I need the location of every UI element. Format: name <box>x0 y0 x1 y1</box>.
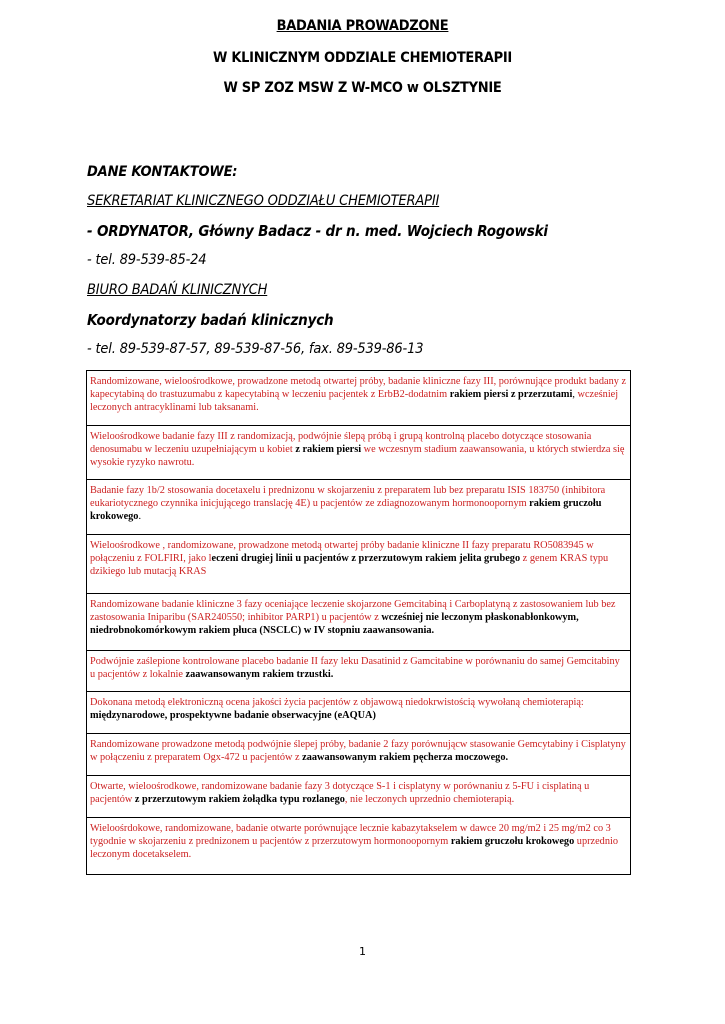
study-description <box>87 480 631 535</box>
study-text: , nie leczonych uprzednio chemioterapią. <box>344 793 515 805</box>
study-text: Wieloośrodkowe , randomizowane, prowadzone metodą otwartej próby badanie kliniczne II fazy preparatu RO5083945 w połączeniu z FOLFIRI, jako l <box>90 540 594 565</box>
study-row <box>87 480 631 535</box>
study-description <box>87 817 631 874</box>
study-text: Otwarte, wieloośrodkowe, randomizowane badanie fazy 3 dotyczące S-1 i cisplatyny w porównaniu z 5-FU i cisplatiną u pacjentów <box>90 781 590 805</box>
study-row <box>87 776 631 818</box>
secretariat-label: SEKRETARIAT KLINICZNEGO ODDZIAŁU CHEMIOTERAPII <box>87 193 440 209</box>
study-text: Randomizowane badanie kliniczne 3 fazy oceniające leczenie skojarzone Gemcitabiną i Carboplatyną z zastosowaniem lub bez zastosowania Iniparibu (SAR240550; inhibitor PARP1) u pacjentów z <box>90 598 616 623</box>
study-description <box>87 734 631 776</box>
study-text: . <box>138 511 142 523</box>
study-text: Badanie fazy 1b/2 stosowania docetaxelu i prednizonu w skojarzeniu z preparatem lub bez preparatu ISIS 183750 (inhibitora eukariotycznego czynnika inicjującego translację 4E) u pacjentów ze zdiagnozowanym hormonoopornym <box>90 485 606 510</box>
study-highlight-text: rakiem piersi z przerzutami <box>449 388 573 400</box>
study-text: Podwójnie zaślepione kontrolowane placebo badanie II fazy leku Dasatinid z Gamcitabine w porównaniu do samej Gemcitabiny u pacjentów z lokalnie <box>90 655 620 680</box>
clinical-trials-office-label: BIURO BADAŃ KLINICZNYCH <box>87 282 268 298</box>
study-highlight-text: z przerzutowym rakiem żołądka typu rozlanego <box>134 793 345 805</box>
study-row <box>87 535 631 594</box>
phone-line-1: - tel. 89-539-85-24 <box>87 252 207 268</box>
study-text: Randomizowane prowadzone metodą podwójnie ślepej próby, badanie 2 fazy porównującw stasowanie Gemcytabiny i Cisplatyny w połączeniu z preparatem Ogx-472 u pacjentów z <box>90 739 626 764</box>
study-text: wcześniej leczonych antracyklinami lub taksanami. <box>90 388 619 413</box>
study-highlight-text: międzynarodowe, prospektywne badanie obserwacyjne (eAQUA) <box>90 710 376 722</box>
page-number: 1 <box>359 945 366 958</box>
study-text: Wieloośrodkowe badanie fazy III z randomizacją, podwójnie ślepą próbą i grupą kontrolną placebo dotyczące stosowania denosumabu w leczeniu uzupełniającym u kobiet <box>90 430 592 455</box>
study-text: Wieloośrdokowe, randomizowane, badanie otwarte porównujące lecznie kabazytakselem w dawce 20 mg/m2 i 25 mg/m2 co 3 tygodnie w skojarzeniu z prednizonem u pacjentów z przerzutowym hormonoopornym <box>90 822 611 847</box>
study-highlight-text: z rakiem piersi <box>295 443 362 455</box>
study-highlight-text: eczeni drugiej linii u pacjentów z przerzutowym rakiem jelita grubego <box>211 553 521 565</box>
study-row <box>87 817 631 874</box>
study-text: z genem KRAS typu dzikiego lub mutacją KRAS <box>90 553 609 577</box>
coordinators-heading: Koordynatorzy badań klinicznych <box>87 311 334 329</box>
study-highlight-text: rakiem gruczołu krokowego <box>90 498 602 523</box>
study-row <box>87 650 631 692</box>
study-text: Randomizowane, wieloośrodkowe, prowadzone metodą otwartej próby, badanie kliniczne fazy III, porównujące produkt badany z kapecytabiną do trastuzumabu z kapecytabiną w leczeniu pacjentek z ErbB2-dodatnim <box>90 376 627 400</box>
title-line-1: BADANIA PROWADZONE <box>276 18 449 34</box>
study-row <box>87 371 631 426</box>
study-description <box>87 593 631 650</box>
study-highlight-text: zaawansowanym rakiem pęcherza moczowego. <box>302 752 509 764</box>
phone-fax-line: - tel. 89-539-87-57, 89-539-87-56, fax. 89-539-86-13 <box>87 341 424 357</box>
study-description <box>87 692 631 734</box>
study-description <box>87 650 631 692</box>
study-text: we wczesnym stadium zaawansowania, u których stwierdza się wysokie ryzyko nawrotu. <box>90 443 625 468</box>
study-description <box>87 776 631 818</box>
study-description <box>87 371 631 426</box>
study-text: , <box>572 388 578 400</box>
study-description <box>87 425 631 480</box>
study-description <box>87 535 631 594</box>
study-row <box>87 692 631 734</box>
ordynator-line: - ORDYNATOR, Główny Badacz - dr n. med. Wojciech Rogowski <box>87 222 548 240</box>
studies-table <box>86 370 631 875</box>
title-line-2: W KLINICZNYM ODDZIALE CHEMIOTERAPII <box>212 50 512 66</box>
study-row <box>87 734 631 776</box>
study-text: Dokonana metodą elektroniczną ocena jakości życia pacjentów z objawową niedokrwistością wywołaną chemioterapią: <box>90 697 584 709</box>
study-highlight-text: zaawansowanym rakiem trzustki. <box>185 668 334 680</box>
study-text: uprzednio leczonym docetakselem. <box>90 835 618 860</box>
contacts-heading: DANE KONTAKTOWE: <box>87 164 238 180</box>
study-row <box>87 425 631 480</box>
study-highlight-text: wcześniej nie leczonym płaskonabłonkowym, niedrobnokomórkowym rakiem płuca (NSCLC) w IV stopniu zaawansowania. <box>90 611 579 636</box>
study-highlight-text: rakiem gruczołu krokowego <box>450 835 575 847</box>
study-row <box>87 593 631 650</box>
title-line-3: W SP ZOZ MSW Z W-MCO w OLSZTYNIE <box>223 80 502 96</box>
